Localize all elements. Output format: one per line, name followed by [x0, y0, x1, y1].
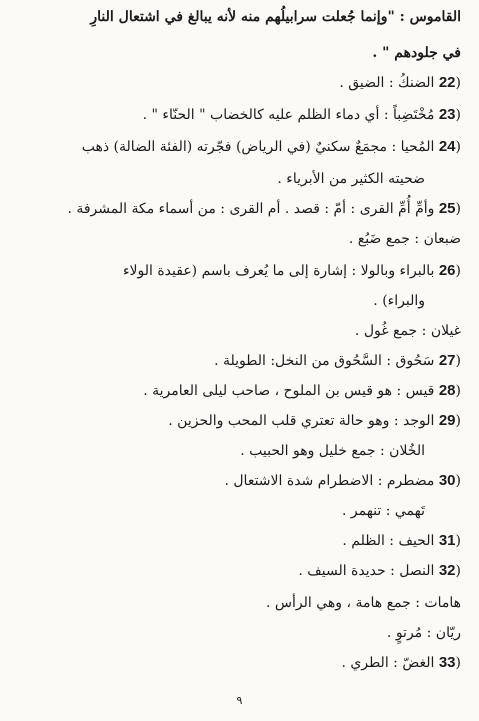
note-line: (31 الحيف : الظلم .: [342, 532, 461, 549]
note-line: (23 مُخْتَضِباً : أي دماء الظلم عليه كالخضاب " الحنّاء " .: [142, 106, 461, 123]
note-line: (32 النصل : حديدة السيف .: [298, 562, 461, 579]
note-line: ريّان : مُرتوٍ .: [386, 625, 461, 641]
note-line: (26 بالبراء وبالولا : إشارة إلى ما يُعرف باسم (عقيدة الولاء: [122, 262, 461, 279]
note-line: غيلان : جمع غُول .: [354, 323, 461, 339]
note-line: الخُلان : جمع خليل وهو الحبيب .: [240, 443, 425, 459]
note-line: (22 الضنكُ : الضيق .: [339, 74, 461, 91]
note-line: (27 سَحُوق : السَّحُوق من النخل: الطويلة .: [214, 352, 461, 369]
note-line: والبراء) .: [373, 293, 425, 309]
page-number: ٩: [236, 694, 243, 707]
note-line: (33 الغضّ : الطري .: [341, 654, 461, 671]
note-line: ضحيته الكثير من الأبرياء .: [277, 171, 425, 187]
note-line: تَهمي : تنهمر .: [341, 503, 425, 519]
note-line: القاموس : "وإنما جُعلت سرابيلُهم منه لأنه يبالغ في اشتعال النارِ: [90, 9, 461, 25]
note-line: (29 الوجد : وهو حالة تعتري قلب المحب والحزين .: [168, 412, 461, 429]
note-line: ضبعان : جمع ضَبُع .: [348, 231, 461, 247]
note-line: (25 وأمِّ أُمِّ القرى : أمّ : قصد . أم القرى : من أسماء مكة المشرفة .: [67, 200, 461, 217]
note-line: (30 مضطرم : الاضطرام شدة الاشتعال .: [224, 472, 461, 489]
note-line: (24 المُحيا : مجمَعٌ سكنيٌ (في الرياض) فجّرته (الفئة الضالة) ذهب: [81, 138, 461, 155]
note-line: هامات : جمع هامة ، وهي الرأس .: [266, 595, 461, 611]
note-line: (28 قيس : هو قيس بن الملوح ، صاحب ليلى العامرية .: [143, 382, 461, 399]
note-line: في جلودهم " .: [372, 45, 461, 61]
